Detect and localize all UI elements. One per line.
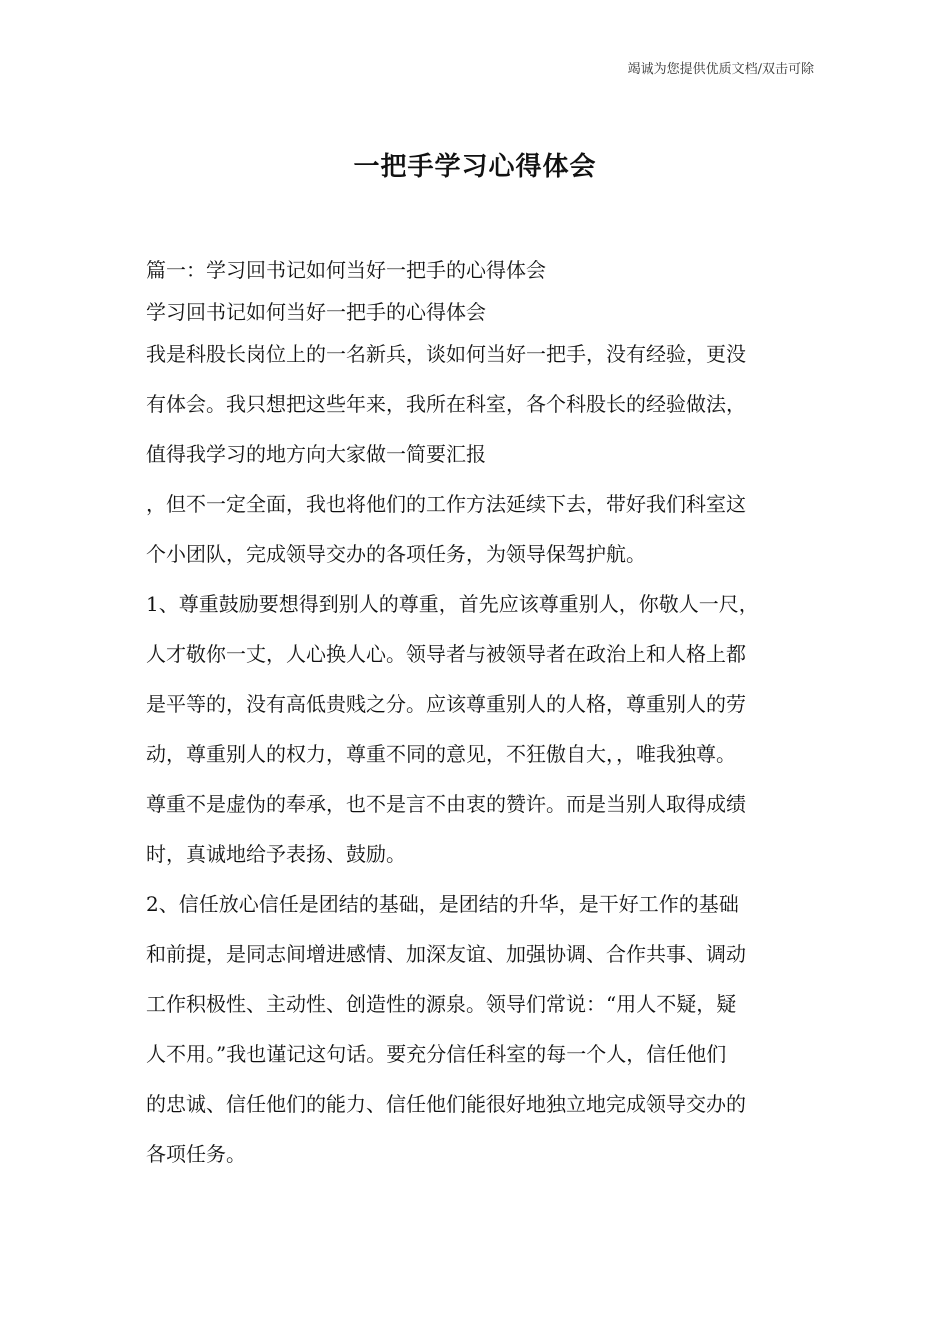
- text-line: 我是科股长岗位上的一名新兵，谈如何当好一把手，没有经验，更没: [146, 342, 746, 366]
- text-line: 是平等的，没有高低贵贱之分。应该尊重别人的人格，尊重别人的劳: [146, 692, 746, 716]
- text-line: 时，真诚地给予表扬、鼓励。: [146, 842, 406, 866]
- text-line: 篇一：学习回书记如何当好一把手的心得体会: [146, 258, 546, 282]
- intro-paragraph: [146, 336, 822, 473]
- text-line: 和前提，是同志间增进感情、加深友谊、加强协调、合作共事、调动: [146, 942, 746, 966]
- header-note: 竭诚为您提供优质文档/双击可除: [627, 62, 814, 77]
- text-line: ，但不一定全面，我也将他们的工作方法延续下去，带好我们科室这: [146, 492, 746, 516]
- point-1-paragraph: [146, 586, 822, 873]
- text-line: 1、尊重鼓励要想得到别人的尊重，首先应该尊重别人，你敬人一尺，: [146, 592, 759, 616]
- document-title: 一把手学习心得体会: [353, 152, 597, 182]
- document-body: [146, 252, 822, 1173]
- text-line: 工作积极性、主动性、创造性的源泉。领导们常说：“用人不疑，疑: [146, 992, 737, 1016]
- text-line: 人才敬你一丈，人心换人心。领导者与被领导者在政治上和人格上都: [146, 642, 746, 666]
- text-line: 值得我学习的地方向大家做一简要汇报: [146, 442, 486, 466]
- intro-continuation-paragraph: [146, 486, 822, 573]
- text-line: 有体会。我只想把这些年来，我所在科室，各个科股长的经验做法，: [146, 392, 746, 416]
- text-line: 个小团队，完成领导交办的各项任务，为领导保驾护航。: [146, 542, 646, 566]
- subtitle: [146, 294, 822, 331]
- text-line: 各项任务。: [146, 1142, 246, 1166]
- text-line: 的忠诚、信任他们的能力、信任他们能很好地独立地完成领导交办的: [146, 1092, 746, 1116]
- text-line: 人不用。”我也谨记这句话。要充分信任科室的每一个人，信任他们: [146, 1042, 727, 1066]
- text-line: 尊重不是虚伪的奉承，也不是言不由衷的赞许。而是当别人取得成绩: [146, 792, 746, 816]
- text-line: 动，尊重别人的权力，尊重不同的意见，不狂傲自大，，唯我独尊。: [146, 742, 736, 766]
- point-2-paragraph: [146, 886, 822, 1173]
- text-line: 学习回书记如何当好一把手的心得体会: [146, 300, 486, 324]
- section-heading: [146, 252, 822, 289]
- text-line: 2、信任放心信任是团结的基础，是团结的升华，是干好工作的基础: [146, 892, 739, 916]
